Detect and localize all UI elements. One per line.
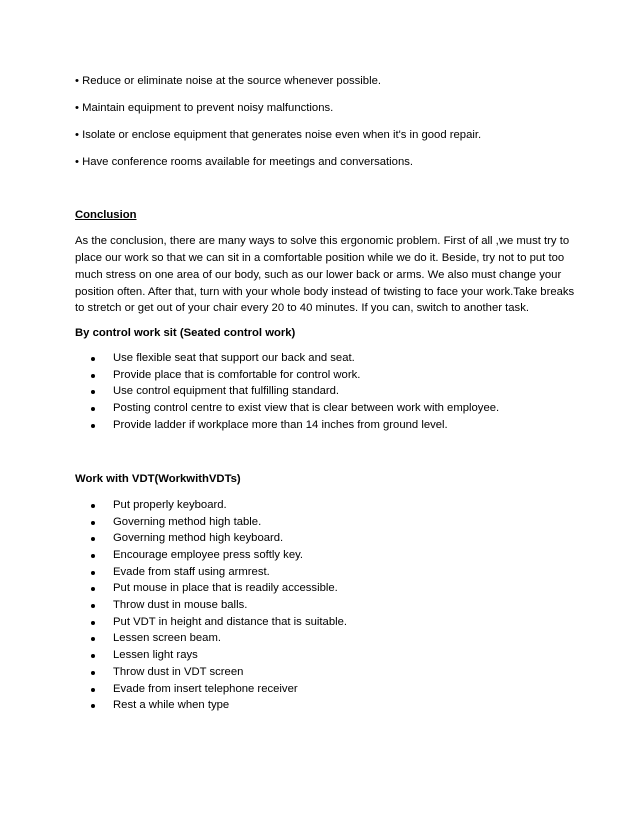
noise-bullet: • Reduce or eliminate noise at the source whenever possible. xyxy=(75,75,382,87)
list-item-text: Encourage employee press softly key. xyxy=(113,549,304,561)
list-item-text: Governing method high keyboard. xyxy=(113,532,284,544)
list-item-text: Provide place that is comfortable for control work. xyxy=(113,369,361,381)
conclusion-line: position often. After that, turn with your whole body instead of twisting to face your work.Take breaks xyxy=(75,286,575,298)
list-item-text: Throw dust in mouse balls. xyxy=(113,599,248,611)
list-item-text: Posting control centre to exist view that is clear between work with employee. xyxy=(113,402,500,414)
list-item-text: Lessen screen beam. xyxy=(113,632,222,644)
noise-bullet: • Maintain equipment to prevent noisy malfunctions. xyxy=(75,102,334,114)
bullet-icon xyxy=(91,504,95,508)
vdt-work-heading: Work with VDT(WorkwithVDTs) xyxy=(75,473,241,485)
list-item-text: Evade from staff using armrest. xyxy=(113,566,270,578)
conclusion-line: to stretch or get out of your chair every 20 to 40 minutes. If you can, switch to another task. xyxy=(75,302,529,314)
bullet-icon xyxy=(91,688,95,692)
bullet-icon xyxy=(91,407,95,411)
noise-bullet: • Isolate or enclose equipment that generates noise even when it's in good repair. xyxy=(75,129,482,141)
bullet-icon xyxy=(91,357,95,361)
list-item-text: Put VDT in height and distance that is suitable. xyxy=(113,616,348,628)
bullet-icon xyxy=(91,374,95,378)
conclusion-heading: Conclusion xyxy=(75,209,137,221)
bullet-icon xyxy=(91,621,95,625)
bullet-icon xyxy=(91,587,95,591)
list-item-text: Put properly keyboard. xyxy=(113,499,227,511)
bullet-icon xyxy=(91,604,95,608)
bullet-icon xyxy=(91,537,95,541)
bullet-icon xyxy=(91,654,95,658)
bullet-icon xyxy=(91,671,95,675)
bullet-icon xyxy=(91,637,95,641)
list-item-text: Use control equipment that fulfilling standard. xyxy=(113,385,340,397)
bullet-icon xyxy=(91,554,95,558)
list-item-text: Provide ladder if workplace more than 14 inches from ground level. xyxy=(113,419,448,431)
control-work-heading: By control work sit (Seated control work) xyxy=(75,327,296,339)
conclusion-line: much stress on one area of our body, such as our lower back or arms. We also must change your xyxy=(75,269,562,281)
bullet-icon xyxy=(91,390,95,394)
list-item-text: Evade from insert telephone receiver xyxy=(113,683,298,695)
bullet-icon xyxy=(91,571,95,575)
list-item-text: Governing method high table. xyxy=(113,516,262,528)
list-item-text: Throw dust in VDT screen xyxy=(113,666,244,678)
bullet-icon xyxy=(91,424,95,428)
conclusion-line: place our work so that we can sit in a comfortable position while we do it. Beside, try not to put too xyxy=(75,252,565,264)
list-item-text: Put mouse in place that is readily accessible. xyxy=(113,582,338,594)
list-item-text: Lessen light rays xyxy=(113,649,198,661)
noise-bullet: • Have conference rooms available for meetings and conversations. xyxy=(75,156,414,168)
list-item-text: Rest a while when type xyxy=(113,699,230,711)
conclusion-line: As the conclusion, there are many ways to solve this ergonomic problem. First of all ,we must try to xyxy=(75,235,570,247)
list-item-text: Use flexible seat that support our back and seat. xyxy=(113,352,355,364)
bullet-icon xyxy=(91,704,95,708)
bullet-icon xyxy=(91,521,95,525)
